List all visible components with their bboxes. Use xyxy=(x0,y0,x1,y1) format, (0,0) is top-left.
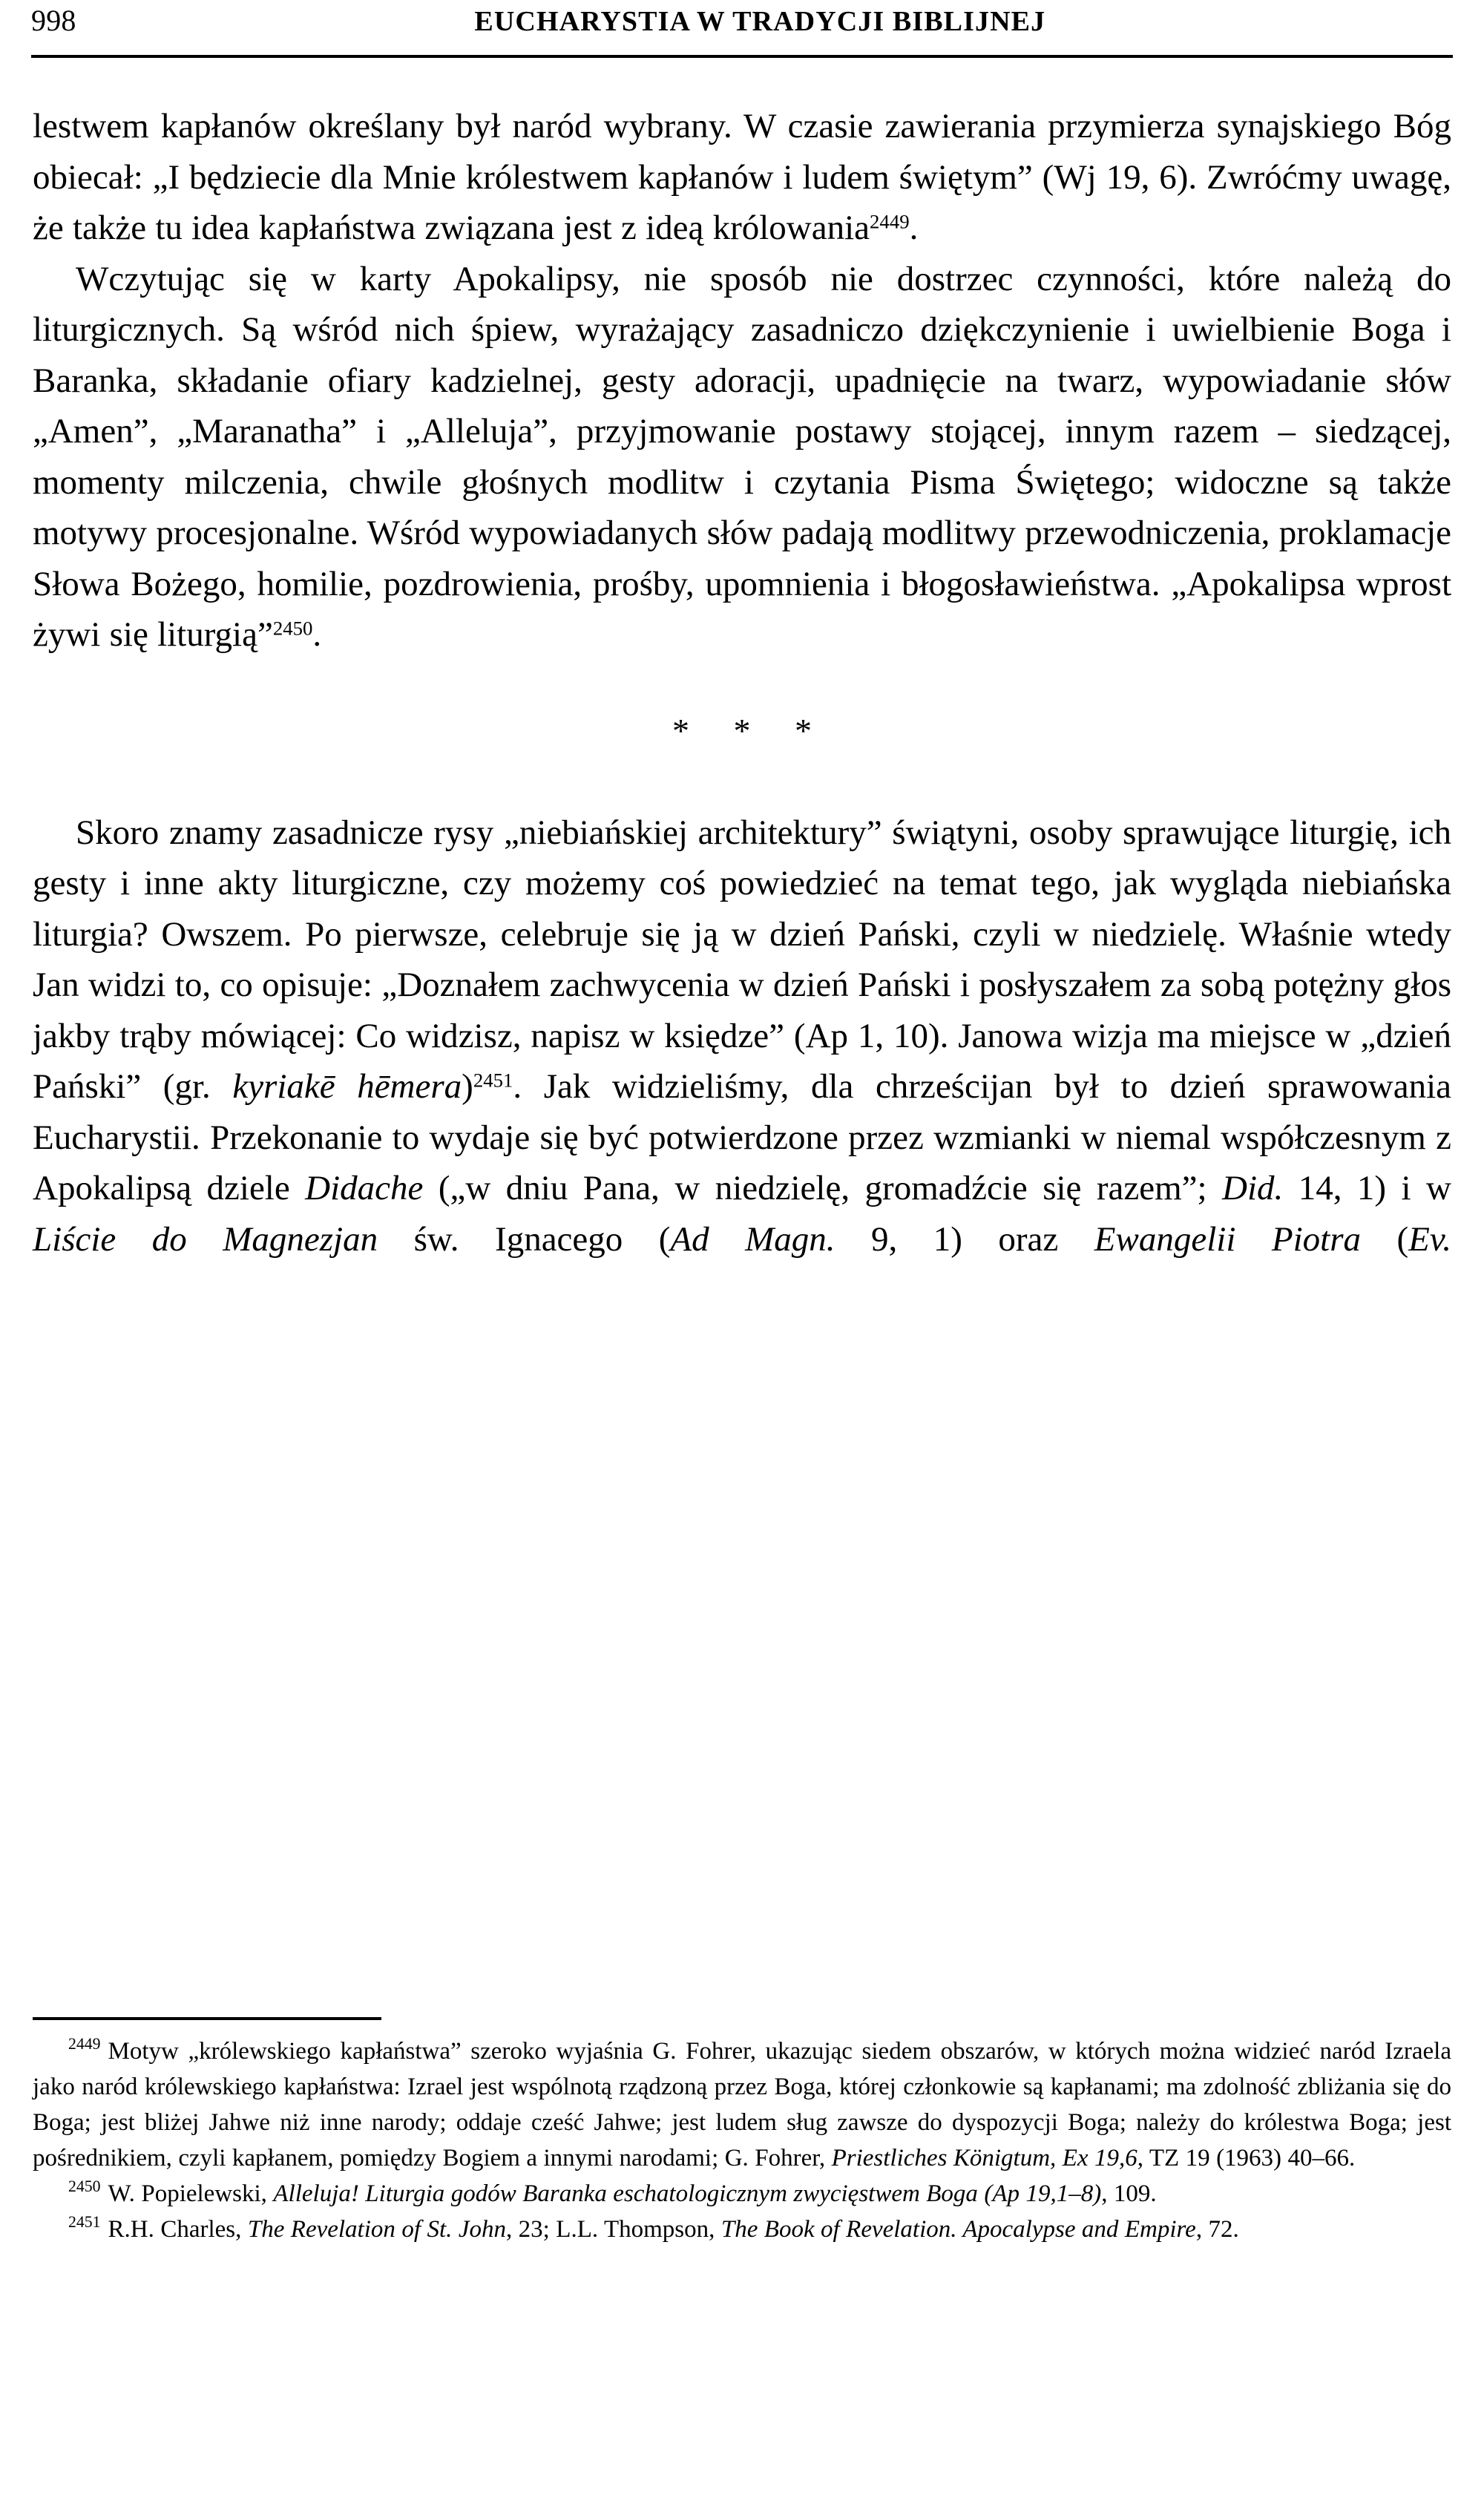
footnote-2451-run-3: , 72. xyxy=(1195,2216,1239,2243)
paragraph-3-run-6: św. Ignacego ( xyxy=(378,1219,671,1259)
citation-ad-magn: Ad Magn. xyxy=(670,1219,835,1259)
footnote-2450-run-1: W. Popielewski, xyxy=(108,2180,274,2207)
paragraph-3-run-1: Skoro znamy zasadnicze rysy „niebiańskiej architektury” świątyni, osoby sprawujące liturgię, ich gesty i inne akty liturgiczne, czy możemy coś powiedzieć na temat tego, jak wygląda niebiańska liturgia? Owszem. Po pierwsze, celebruje się ją w dzień Pański, czyli w niedzielę. Właśnie wtedy Jan widzi to, co opisuje: „Doznałem zachwycenia w dzień Pański i posłyszałem za sobą potężny głos jakby trąby mówiącej: Co widzisz, napisz w księdze” (Ap 1, 10). Janowa wizja ma miejsce w „dzień Pański” (gr. xyxy=(33,813,1451,1106)
paragraph-3-run-5: 14, 1) i w xyxy=(1283,1169,1451,1207)
greek-term-kyriake-hemera: kyriakē hēmera xyxy=(232,1067,462,1106)
footnote-2449-run-2: , TZ 19 (1963) 40–66. xyxy=(1137,2145,1356,2171)
work-title-liscie-do-magnezjan: Liście do Magnezjan xyxy=(33,1219,378,1259)
page-header xyxy=(31,6,1453,55)
work-title-ewangelii-piotra: Ewangelii Piotra xyxy=(1094,1219,1361,1259)
paragraph-3-run-8: ( xyxy=(1360,1219,1409,1259)
paragraph-3 xyxy=(33,807,1451,1316)
paragraph-1-tail: . xyxy=(909,209,919,247)
footnote-marker-2449: 2449 xyxy=(68,2034,101,2053)
footnote-ref-2449[interactable]: 2449 xyxy=(870,210,910,233)
body-text xyxy=(33,101,1451,1316)
footnote-2451-run-1: R.H. Charles, xyxy=(108,2216,248,2243)
footnote-2449-title: Priestliches Königtum, Ex 19,6 xyxy=(831,2145,1137,2171)
footnote-area xyxy=(33,2017,1451,2247)
footnote-marker-2451: 2451 xyxy=(68,2212,101,2231)
footnote-divider xyxy=(33,2017,381,2020)
paragraph-2-tail: . xyxy=(312,615,322,654)
paragraph-1 xyxy=(33,101,1451,254)
footnote-2450-title: Alleluja! Liturgia godów Baranka eschatologicznym zwycięstwem Boga (Ap 19,1–8) xyxy=(273,2180,1102,2207)
citation-did: Did. xyxy=(1222,1169,1284,1207)
footnote-2449-run-1: Motyw „królewskiego kapłaństwa” szeroko wyjaśnia G. Fohrer, ukazując siedem obszarów, w których można widzieć naród Izraela jako naród królewskiego kapłaństwa: Izrael jest wspólnotą rządzoną przez Boga, której członkowie są kapłanami; ma zdolność zbliżania się do Boga; jest bliżej Jahwe niż inne narody; oddaje cześć Jahwe; jest ludem sług zawsze do dyspozycji Boga; należy do królestwa Boga; jest pośrednikiem, czyli kapłanem, pomiędzy Bogiem a innymi narodami; G. Fohrer, xyxy=(33,2038,1451,2171)
footnote-2451-title-2: The Book of Revelation. Apocalypse and Empire xyxy=(720,2216,1196,2243)
header-divider xyxy=(31,55,1453,58)
footnote-2451-title-1: The Revelation of St. John xyxy=(247,2216,506,2243)
section-separator: * * * xyxy=(672,711,830,750)
paragraph-3-run-2: ) xyxy=(462,1067,473,1106)
footnote-marker-2450: 2450 xyxy=(68,2177,101,2195)
footnote-2449 xyxy=(33,2033,1451,2176)
running-head-title: EUCHARYSTIA W TRADYCJI BIBLIJNEJ xyxy=(474,6,1046,37)
citation-ev: Ev. xyxy=(1408,1219,1451,1259)
footnote-2450-run-2: , 109. xyxy=(1101,2180,1157,2207)
footnote-ref-2450[interactable]: 2450 xyxy=(272,617,313,640)
paragraph-3-run-3: . Jak widzieliśmy, dla chrześcijan był to dzień sprawowania Eucharystii. Przekonanie to wydaje się być potwierdzone przez wzmianki w niemal współczesnym z Apokalipsą dziele xyxy=(33,1067,1451,1207)
spacer-below-separator xyxy=(33,760,1451,807)
paragraph-3-run-4: („w dniu Pana, w niedzielę, gromadźcie się razem”; xyxy=(423,1169,1223,1207)
paragraph-3-run-7: 9, 1) oraz xyxy=(835,1219,1094,1259)
footnote-2450 xyxy=(33,2176,1451,2212)
paragraph-2 xyxy=(33,254,1451,661)
spacer-above-separator xyxy=(33,661,1451,683)
paragraph-1-text: lestwem kapłanów określany był naród wybrany. W czasie zawierania przymierza synajskiego Bóg obiecał: „I będziecie dla Mnie królestwem kapłanów i ludem świętym” (Wj 19, 6). Zwróćmy uwagę, że także tu idea kapłaństwa związana jest z ideą królowania xyxy=(33,107,1451,247)
footnote-2451 xyxy=(33,2212,1451,2247)
paragraph-2-text: Wczytując się w karty Apokalipsy, nie sposób nie dostrzec czynności, które należą do liturgicznych. Są wśród nich śpiew, wyrażający zasadniczo dziękczynienie i uwielbienie Boga i Baranka, składanie ofiary kadzielnej, gesty adoracji, upadnięcie na twarz, wypowiadanie słów „Amen”, „Maranatha” i „Alleluja”, przyjmowanie postawy stojącej, innym razem – siedzącej, momenty milczenia, chwile głośnych modlitw i czytania Pisma Świętego; widoczne są także motywy procesjonalne. Wśród wypowiadanych słów padają modlitwy przewodniczenia, proklamacje Słowa Bożego, homilie, pozdrowienia, prośby, upomnienia i błogosławieństwa. „Apokalipsa wprost żywi się liturgią” xyxy=(33,259,1451,654)
footnote-2451-run-2: , 23; L.L. Thompson, xyxy=(505,2216,721,2243)
work-title-didache: Didache xyxy=(305,1169,424,1207)
footnote-ref-2451[interactable]: 2451 xyxy=(473,1069,513,1092)
folio-number: 998 xyxy=(31,4,76,37)
